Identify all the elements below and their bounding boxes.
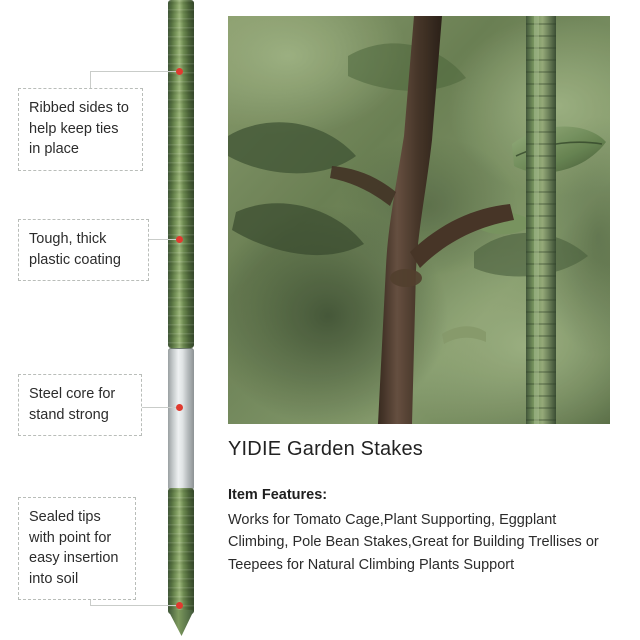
stake-steel-core-section [168,348,194,490]
callout-leader-line [90,605,178,606]
callout-leader-line [90,71,91,88]
callout-marker-dot [176,602,183,609]
stake-pointed-tip [168,610,194,636]
product-title: YIDIE Garden Stakes [228,438,424,460]
callout-steel-core [18,374,142,436]
callout-ribbed-sides [18,88,143,171]
stake-green-lower-section [168,488,194,614]
ribbed-texture [168,488,194,614]
callout-text: Sealed tips with point for easy insertion into soil [29,509,119,587]
stake-illustration-panel [0,0,228,640]
callout-marker-dot [176,236,183,243]
callout-plastic-coating [18,219,149,281]
garden-stake-graphic [168,0,194,640]
callout-marker-dot [176,68,183,75]
callout-text: Tough, thick plastic coating [29,231,121,268]
callout-marker-dot [176,404,183,411]
features-label: Item Features: [228,487,328,503]
features-description: Works for Tomato Cage,Plant Supporting, Eggplant Climbing, Pole Bean Stakes,Great for Building Trellises or Teepees for Natural Climbing Plants Support [228,512,599,573]
stake-green-upper-section [168,0,194,348]
callout-leader-line [90,71,178,72]
callout-text: Ribbed sides to help keep ties in place [29,100,129,158]
callout-text: Steel core for stand strong [29,386,116,423]
callout-sealed-tips [18,497,136,600]
ribbed-texture [168,0,194,348]
product-photo [228,16,610,424]
